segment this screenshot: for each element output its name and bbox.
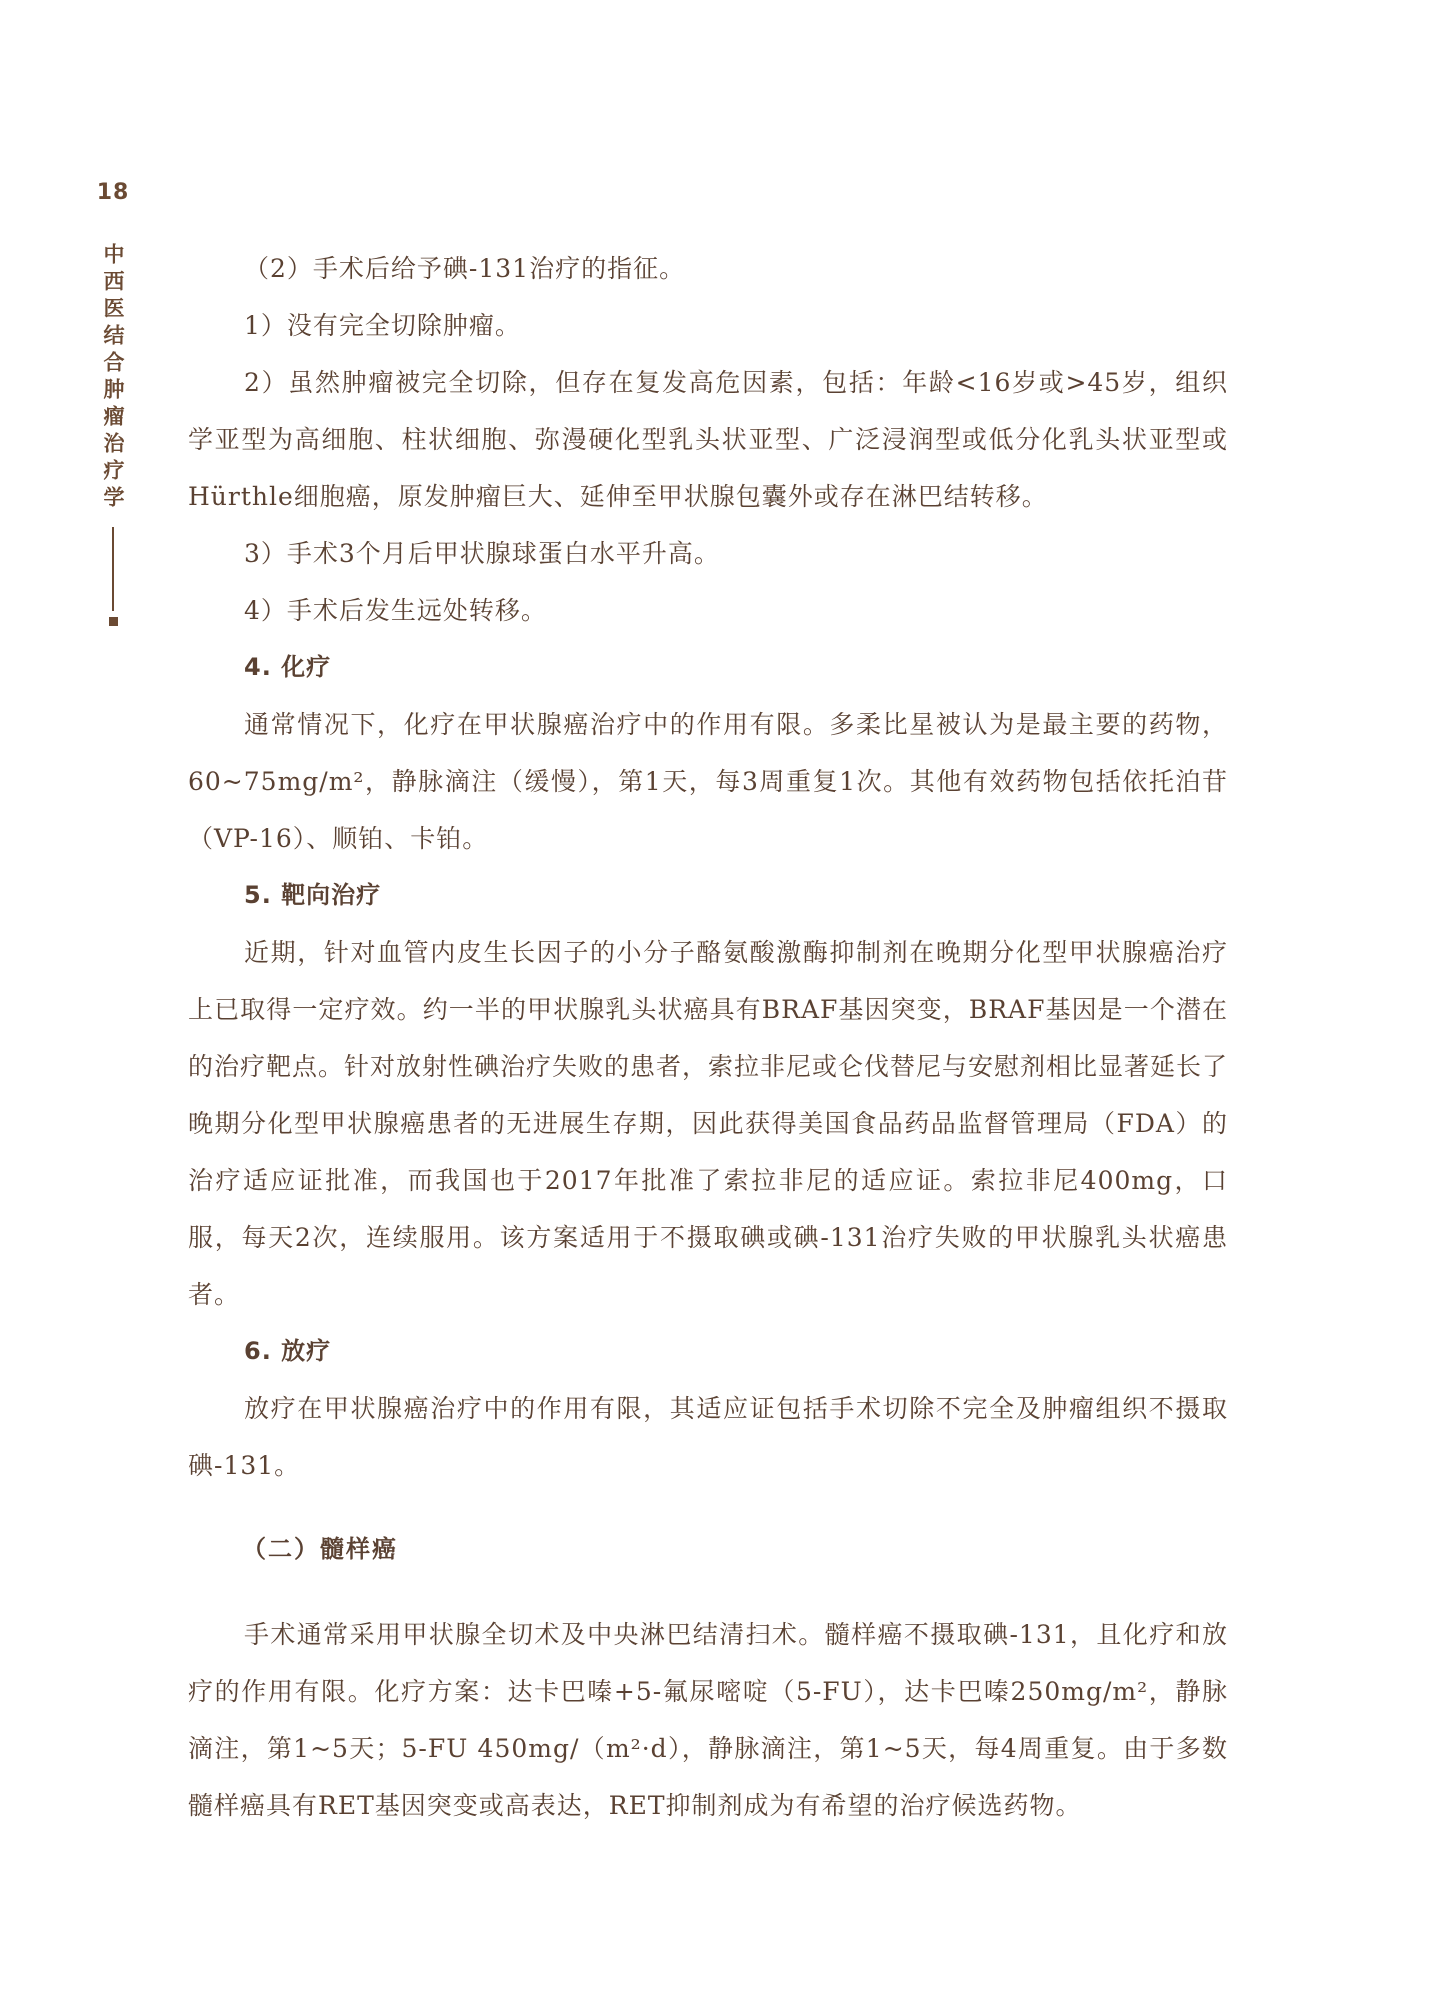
heading-chemotherapy: 4. 化疗: [244, 653, 332, 681]
paragraph-indications: （2）手术后给予碘-131治疗的指征。: [244, 254, 686, 283]
paragraph-targeted-therapy: 近期，针对血管内皮生长因子的小分子酪氨酸激酶抑制剂在晚期分化型甲状腺癌治疗上已取得一定疗效。约一半的甲状腺乳头状癌具有BRAF基因突变，BRAF基因是一个潜在的治疗靶点。针对放射性碘治疗失败的患者，索拉非尼或仑伐替尼与安慰剂相比显著延长了晚期分化型甲状腺癌患者的无进展生存期，因此获得美国食品药品监督管理局（FDA）的治疗适应证批准，而我国也于2017年批准了索拉非尼的适应证。索拉非尼400mg，口服，每天2次，连续服用。该方案适用于不摄取碘或碘-131治疗失败的甲状腺乳头状癌患者。: [188, 938, 1229, 1309]
section-heading-medullary: （二）髓样癌: [242, 1535, 398, 1563]
page-number: 18: [96, 180, 130, 205]
heading-radiotherapy: 6. 放疗: [244, 1337, 332, 1365]
side-divider-line: [112, 527, 114, 611]
paragraph-item-4: 4）手术后发生远处转移。: [244, 596, 547, 625]
paragraph-chemotherapy: 通常情况下，化疗在甲状腺癌治疗中的作用有限。多柔比星被认为是最主要的药物，60~75mg/m²，静脉滴注（缓慢），第1天，每3周重复1次。其他有效药物包括依托泊苷（VP-16）、顺铂、卡铂。: [188, 710, 1228, 853]
side-square-marker: [109, 617, 118, 626]
side-margin: [96, 180, 130, 626]
paragraph-medullary: 手术通常采用甲状腺全切术及中央淋巴结清扫术。髓样癌不摄取碘-131，且化疗和放疗的作用有限。化疗方案：达卡巴嗪+5-氟尿嘧啶（5-FU），达卡巴嗪250mg/m²，静脉滴注，第1~5天；5-FU 450mg/（m²·d），静脉滴注，第1~5天，每4周重复。由于多数髓样癌具有RET基因突变或高表达，RET抑制剂成为有希望的治疗候选药物。: [188, 1620, 1228, 1820]
page-content: [188, 240, 1228, 1834]
paragraph-radiotherapy: 放疗在甲状腺癌治疗中的作用有限，其适应证包括手术切除不完全及肿瘤组织不摄取碘-131。: [188, 1394, 1228, 1480]
book-title: 中西医结合肿瘤治疗学: [101, 243, 125, 513]
paragraph-item-3: 3）手术3个月后甲状腺球蛋白水平升高。: [244, 539, 720, 568]
paragraph-item-1: 1）没有完全切除肿瘤。: [244, 311, 521, 340]
paragraph-item-2: 2）虽然肿瘤被完全切除，但存在复发高危因素，包括：年龄<16岁或>45岁，组织学亚型为高细胞、柱状细胞、弥漫硬化型乳头状亚型、广泛浸润型或低分化乳头状亚型或Hürthle细胞癌，原发肿瘤巨大、延伸至甲状腺包囊外或存在淋巴结转移。: [188, 368, 1228, 511]
heading-targeted-therapy: 5. 靶向治疗: [244, 881, 382, 909]
